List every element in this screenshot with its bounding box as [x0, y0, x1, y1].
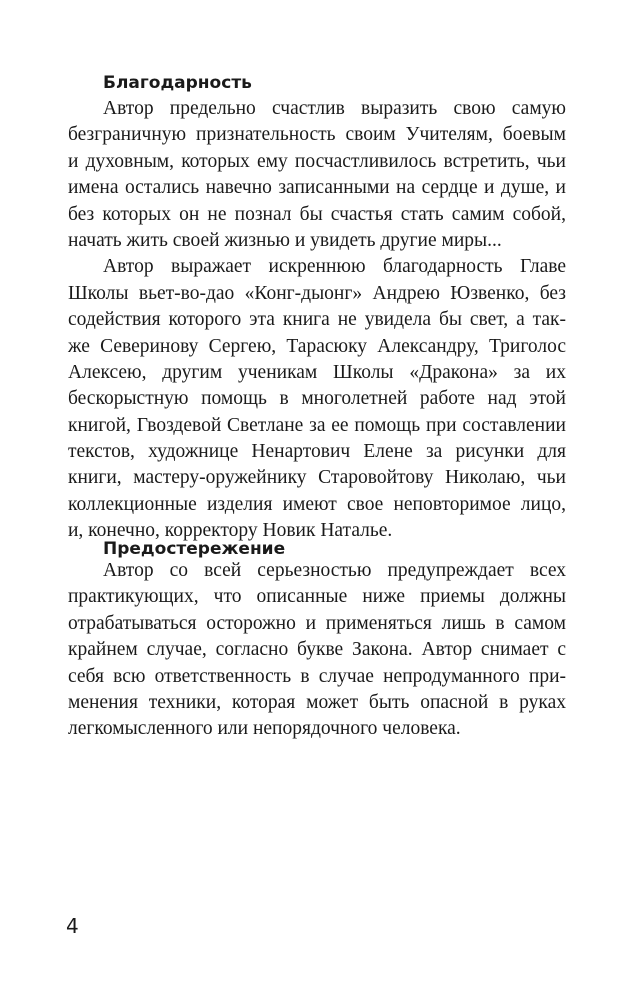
text-line: безграничную признательность своим Учителям, боевым [68, 124, 566, 146]
text-line: себя всю ответственность в случае непродуманного при- [68, 665, 566, 687]
gratitude-text [68, 96, 566, 545]
text-line: книгой, Гвоздевой Светлане за ее помощь при составлении [68, 414, 566, 436]
text-line: же Северинову Сергею, Тарасюку Александру, Триголос [68, 335, 566, 357]
text-line: начать жить своей жизнью и увидеть другие миры... [68, 229, 502, 251]
text-line: легкомысленного или непорядочного человека. [68, 718, 461, 740]
text-line: без которых он не познал бы счастья стать самим собой, [68, 203, 566, 225]
text-line: практикующих, что описанные ниже приемы должны [68, 586, 566, 608]
section-heading-gratitude: Благодарность [103, 73, 252, 93]
section-heading-warning: Предостережение [103, 539, 286, 559]
text-line: Алексею, другим ученикам Школы «Дракона» за их [68, 361, 566, 383]
text-line: содействия которого эта книга не увидела бы свет, а так- [68, 309, 566, 331]
text-line: Школы вьет-во-дао «Конг-дыонг» Андрею Юзвенко, без [68, 282, 566, 304]
text-line: бескорыстную помощь в многолетней работе над этой [68, 388, 566, 410]
page-number: 4 [66, 914, 79, 938]
warning-text [68, 558, 566, 743]
text-line: крайнем случае, согласно букве Закона. Автор снимает с [68, 639, 566, 661]
text-line: текстов, художнице Ненартович Елене за рисунки для [68, 441, 566, 463]
text-line: Автор предельно счастлив выразить свою самую [103, 98, 566, 119]
text-line: отрабатываться осторожно и применяться лишь в самом [68, 612, 566, 634]
text-line: книги, мастеру-оружейнику Старовойтову Николаю, чьи [68, 467, 566, 489]
text-line: Автор выражает искреннюю благодарность Главе [103, 256, 566, 278]
text-line: менения техники, которая может быть опасной в руках [68, 691, 566, 713]
text-line: Автор со всей серьезностью предупреждает всех [103, 560, 566, 581]
text-line: коллекционные изделия имеют свое неповторимое лицо, [68, 493, 566, 515]
text-line: и духовным, которых ему посчастливилось встретить, чьи [68, 150, 566, 172]
text-line: имена остались навечно записанными на сердце и душе, и [68, 177, 566, 199]
text-line: и, конечно, корректору Новик Наталье. [68, 520, 393, 542]
